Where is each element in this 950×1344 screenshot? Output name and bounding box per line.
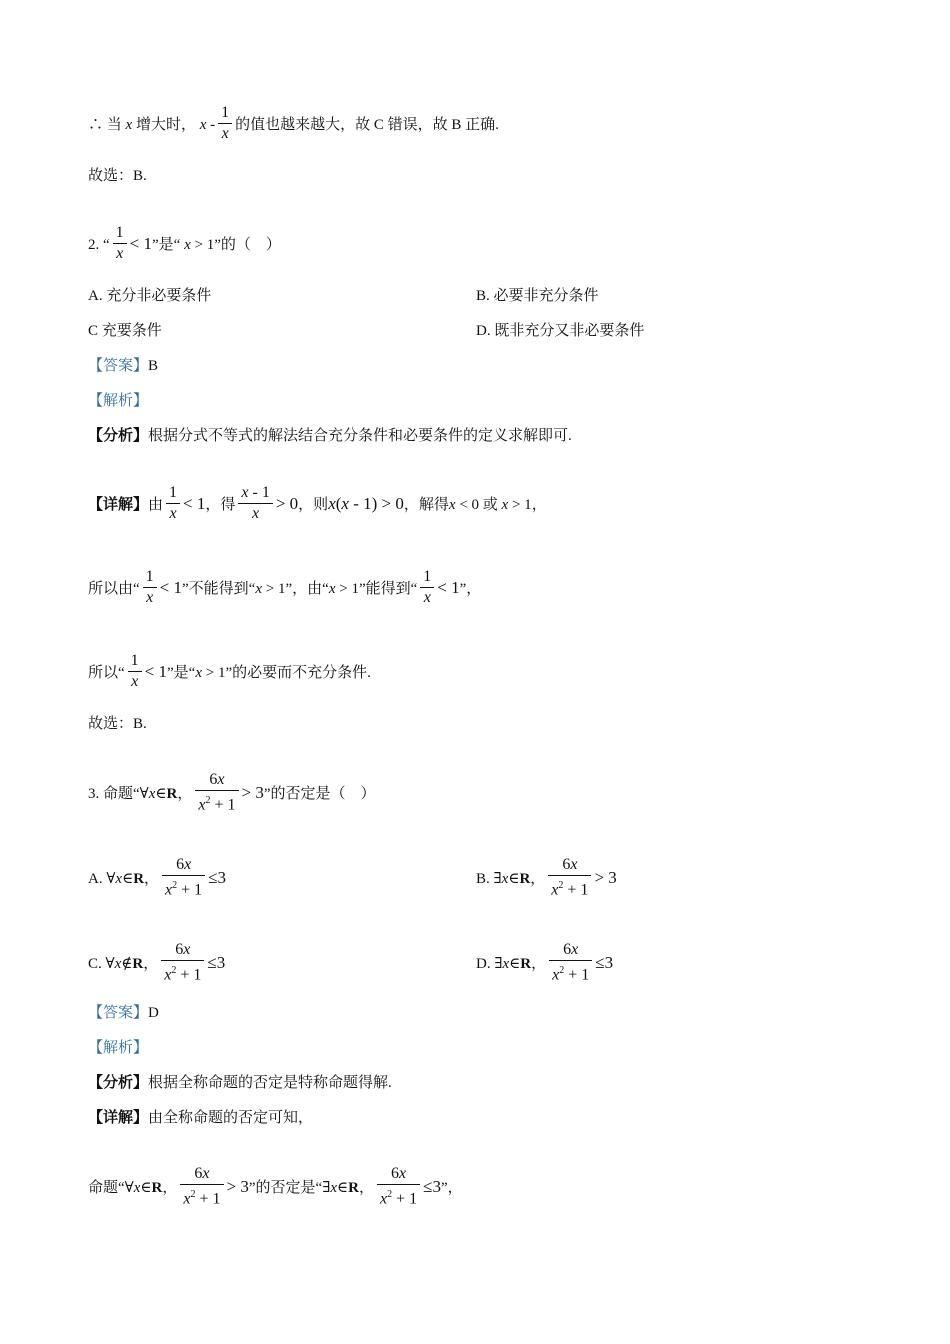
q2-option-a: A. 充分非必要条件 bbox=[88, 288, 212, 304]
q2-answer bbox=[88, 356, 158, 376]
fenxi-label: 【分析】 bbox=[88, 1075, 149, 1091]
q2-option-d: D. 既非充分又非必要条件 bbox=[476, 323, 645, 339]
text: ”的必要而不充分条件. bbox=[225, 664, 371, 681]
text: 所以由“ bbox=[88, 580, 140, 597]
text: ∴ 当 bbox=[88, 116, 122, 133]
q2-jiexi-label: 【解析】 bbox=[88, 393, 149, 409]
math-x-minus-1-over-x: x - $\frac{1}{x}$ bbox=[200, 117, 235, 133]
math-6x-over-x2-plus-1: $\frac{6x}{x^2 + 1}$ bbox=[549, 941, 592, 984]
line-guxuan-2: 故选：B. bbox=[88, 716, 147, 732]
text: ”， bbox=[440, 1180, 463, 1197]
fenxi-label: 【分析】 bbox=[88, 428, 149, 444]
q3-detail-1 bbox=[88, 1108, 313, 1128]
q3-detail-2: 命题“∀x∈R， $\frac{6x}{x^2 + 1}$ > 3”的否定是“∃x∈R， $\frac{6x}{x^2 + 1}$ ≤3”， bbox=[88, 1165, 463, 1208]
math-1-over-x: $\frac{1}{x}$ bbox=[143, 568, 157, 607]
math-6x-over-x2-plus-1: $\frac{6x}{x^2 + 1}$ bbox=[162, 856, 205, 899]
q3-option-a: A. ∀x∈R， $\frac{6x}{x^2 + 1}$ ≤3 bbox=[88, 856, 227, 899]
q3-answer bbox=[88, 1003, 159, 1023]
question-3: 3. 命题“∀x∈R， $\frac{6x}{x^2 + 1}$ > 3”的否定是（ ） bbox=[88, 771, 376, 814]
option-label: D. bbox=[476, 956, 491, 973]
q2-option-b: B. 必要非充分条件 bbox=[476, 288, 599, 304]
text: ”是“ bbox=[152, 236, 181, 253]
text: 根据分式不等式的解法结合充分条件和必要条件的定义求解即可. bbox=[148, 428, 572, 444]
text: ”的否定是“ bbox=[248, 1180, 323, 1197]
text: 由 bbox=[148, 496, 164, 513]
question-2: 2. “ $\frac{1}{x}$ < 1”是“ x > 1”的（ ） bbox=[88, 224, 281, 262]
math-6x-over-x2-plus-1: $\frac{6x}{x^2 + 1}$ bbox=[377, 1165, 420, 1208]
math-1-over-x: $\frac{1}{x}$ bbox=[166, 484, 180, 523]
answer-label: 【答案】 bbox=[88, 1005, 149, 1021]
text: ”， bbox=[459, 580, 482, 597]
q2-detail-1: 【详解】由 $\frac{1}{x}$ < 1，得 $\frac{x - 1}{x}$ > 0，则x(x - 1) > 0，解得x < 0 或 x > 1， bbox=[88, 484, 547, 522]
option-label: C. bbox=[88, 956, 102, 973]
math-6x-over-x2-plus-1: $\frac{6x}{x^2 + 1}$ bbox=[180, 1165, 223, 1208]
text: 增大时， bbox=[135, 116, 196, 133]
xiangjie-label: 【详解】 bbox=[88, 496, 149, 513]
math-1-over-x: $\frac{1}{x}$ bbox=[420, 568, 434, 607]
option-label: B. bbox=[476, 871, 490, 888]
line-conclusion: ∴ 当 x 增大时， x - $\frac{1}{x}$ 的值也越来越大，故 C 错误，故 B 正确. bbox=[88, 104, 499, 142]
text: ”是“ bbox=[167, 664, 196, 681]
answer-value: B bbox=[148, 358, 159, 374]
q2-option-c: C 充要条件 bbox=[88, 323, 162, 339]
q3-option-d: D. ∃x∈R， $\frac{6x}{x^2 + 1}$ ≤3 bbox=[476, 941, 614, 984]
text: ”的否定是（ ） bbox=[263, 786, 376, 803]
text: 2. “ bbox=[88, 236, 110, 253]
answer-value: D bbox=[148, 1005, 159, 1021]
math-1-over-x: $\frac{1}{x}$ bbox=[113, 224, 127, 263]
text: ，解得 bbox=[403, 496, 449, 513]
math-6x-over-x2-plus-1: $\frac{6x}{x^2 + 1}$ bbox=[548, 856, 591, 899]
math-6x-over-x2-plus-1: $\frac{6x}{x^2 + 1}$ bbox=[161, 941, 204, 984]
text: ”，由“ bbox=[285, 580, 329, 597]
q3-option-c: C. ∀x∉R， $\frac{6x}{x^2 + 1}$ ≤3 bbox=[88, 941, 226, 984]
text: ”能得到“ bbox=[358, 580, 418, 597]
q3-fenxi bbox=[88, 1073, 392, 1093]
math-6x-over-x2-plus-1: $\frac{6x}{x^2 + 1}$ bbox=[195, 771, 238, 814]
option-label: A. bbox=[88, 871, 103, 888]
text: 根据全称命题的否定是特称命题得解. bbox=[148, 1075, 392, 1091]
line-guxuan-1: 故选：B. bbox=[88, 168, 147, 184]
q2-detail-3: 所以“ $\frac{1}{x}$ < 1”是“x > 1”的必要而不充分条件. bbox=[88, 652, 371, 690]
text: ， bbox=[531, 496, 547, 513]
math-x-minus-1-over-x: $\frac{x - 1}{x}$ bbox=[238, 484, 272, 523]
text: ”的（ ） bbox=[214, 236, 281, 253]
text: 3. 命题“ bbox=[88, 786, 140, 803]
text: ”不能得到“ bbox=[182, 580, 256, 597]
text: ，则 bbox=[298, 496, 329, 513]
text: 所以“ bbox=[88, 664, 125, 681]
text: 由全称命题的否定可知， bbox=[148, 1110, 314, 1126]
text: 命题“ bbox=[88, 1180, 125, 1197]
text: 或 bbox=[482, 496, 498, 513]
q2-fenxi bbox=[88, 426, 572, 446]
text: ，得 bbox=[205, 496, 236, 513]
q3-jiexi-label: 【解析】 bbox=[88, 1040, 149, 1056]
answer-label: 【答案】 bbox=[88, 358, 149, 374]
q3-option-b: B. ∃x∈R， $\frac{6x}{x^2 + 1}$ > 3 bbox=[476, 856, 617, 899]
text: 的值也越来越大，故 C 错误，故 B 正确. bbox=[235, 116, 499, 133]
q2-detail-2: 所以由“ $\frac{1}{x}$ < 1”不能得到“x > 1”，由“x > 1”能得到“ $\frac{1}{x}$ < 1”， bbox=[88, 568, 482, 606]
math-1-over-x: $\frac{1}{x}$ bbox=[128, 652, 142, 691]
xiangjie-label: 【详解】 bbox=[88, 1110, 149, 1126]
